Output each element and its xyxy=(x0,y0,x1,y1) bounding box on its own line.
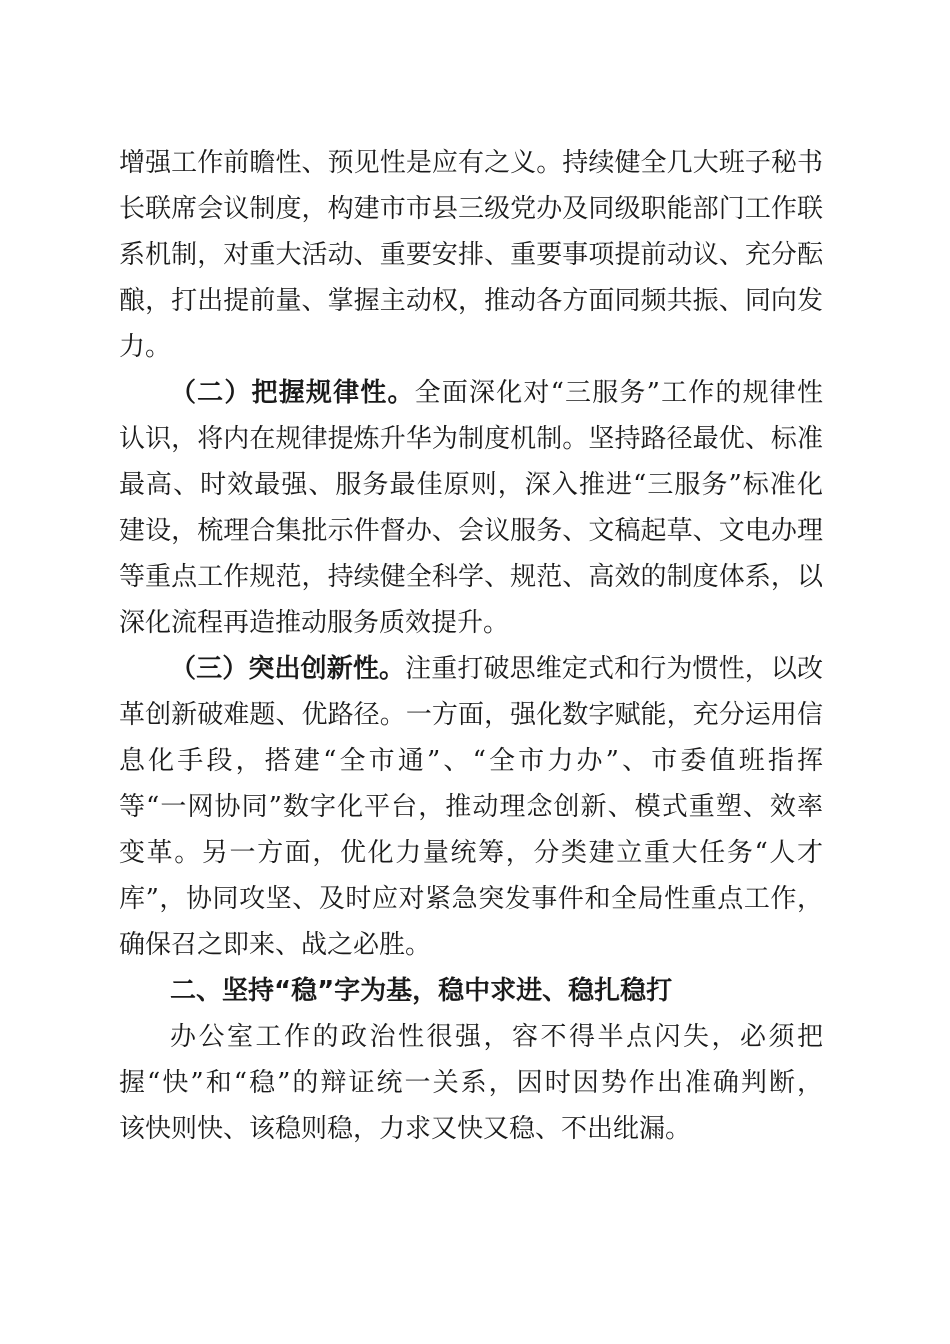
paragraph-line: 长联席会议制度，构建市市县三级党办及同级职能部门工作联 xyxy=(119,194,823,224)
paragraph-text: 全面深化对“三服务”工作的规律性 xyxy=(414,378,823,408)
section-paragraph-first-line xyxy=(170,649,823,689)
paragraph-line: 库”，协同攻坚、及时应对紧急突发事件和全局性重点工作， xyxy=(119,884,823,914)
paragraph-line: 认识，将内在规律提炼升华为制度机制。坚持路径最优、标准 xyxy=(119,424,823,454)
section-paragraph-first-line xyxy=(170,373,823,413)
section-heading-innovation: （三）突出创新性。 xyxy=(170,654,406,684)
paragraph-text: 注重打破思维定式和行为惯性，以改 xyxy=(405,654,823,684)
paragraph-line: 酿，打出提前量、掌握主动权，推动各方面同频共振、同向发 xyxy=(119,286,823,316)
paragraph-line: 确保召之即来、战之必胜。 xyxy=(119,930,432,960)
section-heading-regularity: （二）把握规律性。 xyxy=(170,378,415,408)
paragraph-line: 最高、时效最强、服务最佳原则，深入推进“三服务”标准化 xyxy=(119,470,823,500)
paragraph-line: 系机制，对重大活动、重要安排、重要事项提前动议、充分酝 xyxy=(119,240,823,270)
section-heading: 二、坚持“稳”字为基，稳中求进、稳扎稳打 xyxy=(170,976,673,1006)
paragraph-line: 建设，梳理合集批示件督办、会议服务、文稿起草、文电办理 xyxy=(119,516,823,546)
paragraph-line: 革创新破难题、优路径。一方面，强化数字赋能，充分运用信 xyxy=(119,700,823,730)
paragraph-line: 握“快”和“稳”的辩证统一关系，因时因势作出准确判断， xyxy=(119,1068,823,1098)
paragraph-line: 增强工作前瞻性、预见性是应有之义。持续健全几大班子秘书 xyxy=(119,148,823,178)
paragraph-line: 力。 xyxy=(119,332,172,362)
paragraph-line: 变革。另一方面，优化力量统筹，分类建立重大任务“人才 xyxy=(119,838,823,868)
paragraph-line: 等“一网协同”数字化平台，推动理念创新、模式重塑、效率 xyxy=(119,792,823,822)
paragraph-line: 息化手段，搭建“全市通”、“全市力办”、市委值班指挥 xyxy=(119,746,823,776)
paragraph-line: 等重点工作规范，持续健全科学、规范、高效的制度体系，以 xyxy=(119,562,823,592)
paragraph-line: 深化流程再造推动服务质效提升。 xyxy=(119,608,510,638)
paragraph-line: 该快则快、该稳则稳，力求又快又稳、不出纰漏。 xyxy=(119,1114,692,1144)
paragraph-line: 办公室工作的政治性很强，容不得半点闪失，必须把 xyxy=(170,1022,823,1052)
